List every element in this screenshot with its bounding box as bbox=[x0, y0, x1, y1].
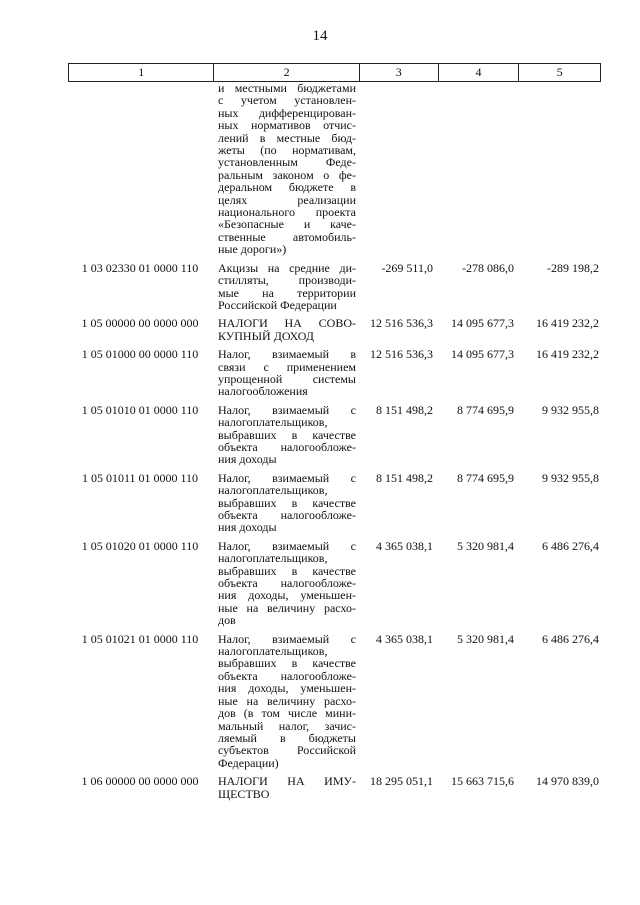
row-name-line: ных дифференцирован- bbox=[218, 105, 356, 120]
row-name-line: упрощенной системы bbox=[218, 371, 356, 386]
row-value-col-4: 14 095 677,3 bbox=[451, 316, 514, 331]
table-row bbox=[68, 348, 601, 398]
header-col-1: 1 bbox=[69, 64, 214, 81]
row-code bbox=[68, 82, 214, 256]
table-row bbox=[68, 472, 601, 534]
row-name-line: КУПНЫЙ ДОХОД bbox=[218, 328, 314, 343]
row-name-line: мальный налог, зачис- bbox=[218, 718, 356, 733]
row-name-line: налогоплательщиков, bbox=[218, 644, 328, 659]
row-name bbox=[214, 82, 360, 256]
row-name-line: ные дороги») bbox=[218, 242, 287, 257]
row-value-col-3 bbox=[360, 82, 439, 256]
row-name-line: выбравших в качестве bbox=[218, 563, 356, 578]
row-value-col-3: 12 516 536,3 bbox=[370, 347, 433, 362]
row-name-line: ные на величину расхо- bbox=[218, 600, 356, 615]
row-name-line: налогоплательщиков, bbox=[218, 483, 328, 498]
row-name-line: налогоплательщиков, bbox=[218, 415, 328, 430]
row-name-line: ния доходы, уменьшен- bbox=[218, 681, 356, 696]
row-name-line: национального проекта bbox=[218, 205, 356, 220]
row-name-line: выбравших в качестве bbox=[218, 495, 356, 510]
row-name bbox=[214, 472, 360, 534]
row-value-col-5: -289 198,2 bbox=[547, 260, 599, 275]
row-name-line: Налог, взимаемый с bbox=[218, 538, 356, 553]
row-value-col-3: 4 365 038,1 bbox=[376, 631, 433, 646]
row-name-line: Налог, взимаемый в bbox=[218, 347, 356, 362]
row-name-line: мые на территории bbox=[218, 285, 356, 300]
row-name bbox=[214, 317, 360, 342]
row-code: 1 05 01000 00 0000 110 bbox=[81, 347, 199, 362]
table-body bbox=[68, 82, 601, 800]
row-value-col-3: 12 516 536,3 bbox=[370, 316, 433, 331]
row-name-line: ные на величину расхо- bbox=[218, 693, 356, 708]
row-name-line: целях реализации bbox=[218, 192, 356, 207]
row-name-line: ляемый в бюджеты bbox=[218, 730, 356, 745]
row-code: 1 05 01021 01 0000 110 bbox=[81, 631, 199, 646]
row-value-col-5: 6 486 276,4 bbox=[542, 538, 599, 553]
row-value-col-5: 6 486 276,4 bbox=[542, 631, 599, 646]
row-name bbox=[214, 404, 360, 466]
row-name-line: субъектов Российской bbox=[218, 743, 356, 758]
table-row bbox=[68, 404, 601, 466]
row-value-col-5 bbox=[520, 82, 601, 256]
row-name-line: ных нормативов отчис- bbox=[218, 118, 356, 133]
row-value-col-4: 5 320 981,4 bbox=[457, 538, 514, 553]
row-value-col-5: 16 419 232,2 bbox=[536, 347, 599, 362]
row-name-line: «Безопасные и каче- bbox=[218, 217, 356, 232]
row-name-line: объекта налогообложе- bbox=[218, 576, 356, 591]
row-code: 1 05 01020 01 0000 110 bbox=[81, 538, 199, 553]
row-name-line: и местными бюджетами bbox=[218, 81, 356, 95]
page-number: 14 bbox=[312, 28, 328, 44]
table-row bbox=[68, 540, 601, 627]
table-row bbox=[68, 317, 601, 342]
row-name-line: деральном бюджете в bbox=[218, 180, 356, 195]
row-code: 1 06 00000 00 0000 000 bbox=[81, 774, 199, 789]
row-name bbox=[214, 540, 360, 627]
row-name-line: Акцизы на средние ди- bbox=[218, 260, 356, 275]
row-code: 1 05 01010 01 0000 110 bbox=[81, 402, 199, 417]
row-code: 1 05 01011 01 0000 110 bbox=[81, 470, 199, 485]
row-name-line: выбравших в качестве bbox=[218, 656, 356, 671]
row-value-col-5: 14 970 839,0 bbox=[536, 774, 599, 789]
row-value-col-4: 15 663 715,6 bbox=[451, 774, 514, 789]
row-name-line: объекта налогообложе- bbox=[218, 508, 356, 522]
row-value-col-4: 5 320 981,4 bbox=[457, 631, 514, 646]
row-name-line: дов bbox=[218, 613, 236, 628]
row-name-line: ральным законом о фе- bbox=[218, 167, 356, 182]
row-value-col-4: 8 774 695,9 bbox=[457, 470, 514, 485]
row-name-line: налогоплательщиков, bbox=[218, 551, 328, 566]
row-name-line: НАЛОГИ НА ИМУ- bbox=[218, 774, 356, 789]
row-name-line: лений в местные бюд- bbox=[218, 130, 356, 145]
row-value-col-3: 4 365 038,1 bbox=[376, 538, 433, 553]
header-col-5: 5 bbox=[556, 65, 563, 79]
row-name-line: Налог, взимаемый с bbox=[218, 402, 356, 417]
row-name bbox=[214, 348, 360, 398]
row-value-col-3: 18 295 051,1 bbox=[370, 774, 433, 789]
row-name-line: ЩЕСТВО bbox=[218, 786, 270, 801]
row-name-line: объекта налогообложе- bbox=[218, 439, 356, 454]
row-name-line: стилляты, производи- bbox=[218, 273, 356, 288]
row-name bbox=[214, 262, 360, 312]
table-row bbox=[68, 82, 601, 256]
row-name-line: ния доходы bbox=[218, 520, 277, 535]
row-value-col-3: 8 151 498,2 bbox=[376, 470, 433, 485]
row-value-col-5: 9 932 955,8 bbox=[542, 470, 599, 485]
row-name-line: жеты (по нормативам, bbox=[218, 143, 356, 158]
row-code: 1 03 02330 01 0000 110 bbox=[81, 260, 199, 275]
row-name-line: налогообложения bbox=[218, 384, 308, 399]
row-value-col-4: 8 774 695,9 bbox=[457, 402, 514, 417]
header-col-2: 2 bbox=[214, 64, 359, 81]
row-name-line: установленным Феде- bbox=[218, 155, 356, 170]
row-value-col-4 bbox=[439, 82, 520, 256]
row-value-col-3: -269 511,0 bbox=[381, 260, 433, 275]
row-value-col-5: 9 932 955,8 bbox=[542, 402, 599, 417]
row-name-line: Налог, взимаемый с bbox=[218, 470, 356, 485]
row-name-line: ния доходы bbox=[218, 452, 277, 467]
row-name-line: дов (в том числе мини- bbox=[218, 706, 356, 721]
row-code: 1 05 00000 00 0000 000 bbox=[81, 316, 199, 331]
row-name-line: выбравших в качестве bbox=[218, 427, 356, 442]
row-name bbox=[214, 633, 360, 769]
row-name-line: Федерации) bbox=[218, 755, 279, 770]
row-value-col-4: 14 095 677,3 bbox=[451, 347, 514, 362]
table-row bbox=[68, 633, 601, 769]
row-name-line: НАЛОГИ НА СОВО- bbox=[218, 316, 356, 331]
row-name-line: Российской Федерации bbox=[218, 297, 337, 312]
table-row bbox=[68, 262, 601, 312]
row-value-col-3: 8 151 498,2 bbox=[376, 402, 433, 417]
row-value-col-4: -278 086,0 bbox=[462, 260, 514, 275]
row-name bbox=[214, 775, 360, 800]
row-name-line: объекта налогообложе- bbox=[218, 668, 356, 683]
table-row bbox=[68, 775, 601, 800]
table-header bbox=[68, 63, 601, 82]
header-col-3: 3 bbox=[360, 64, 439, 81]
budget-table bbox=[68, 63, 601, 806]
row-value-col-5: 16 419 232,2 bbox=[536, 316, 599, 331]
row-name-line: ственные автомобиль- bbox=[218, 229, 356, 244]
row-name-line: ния доходы, уменьшен- bbox=[218, 588, 356, 603]
header-col-4: 4 bbox=[439, 64, 520, 81]
row-name-line: с учетом установлен- bbox=[218, 93, 356, 108]
row-name-line: Налог, взимаемый с bbox=[218, 631, 356, 646]
row-name-line: связи с применением bbox=[218, 359, 356, 374]
